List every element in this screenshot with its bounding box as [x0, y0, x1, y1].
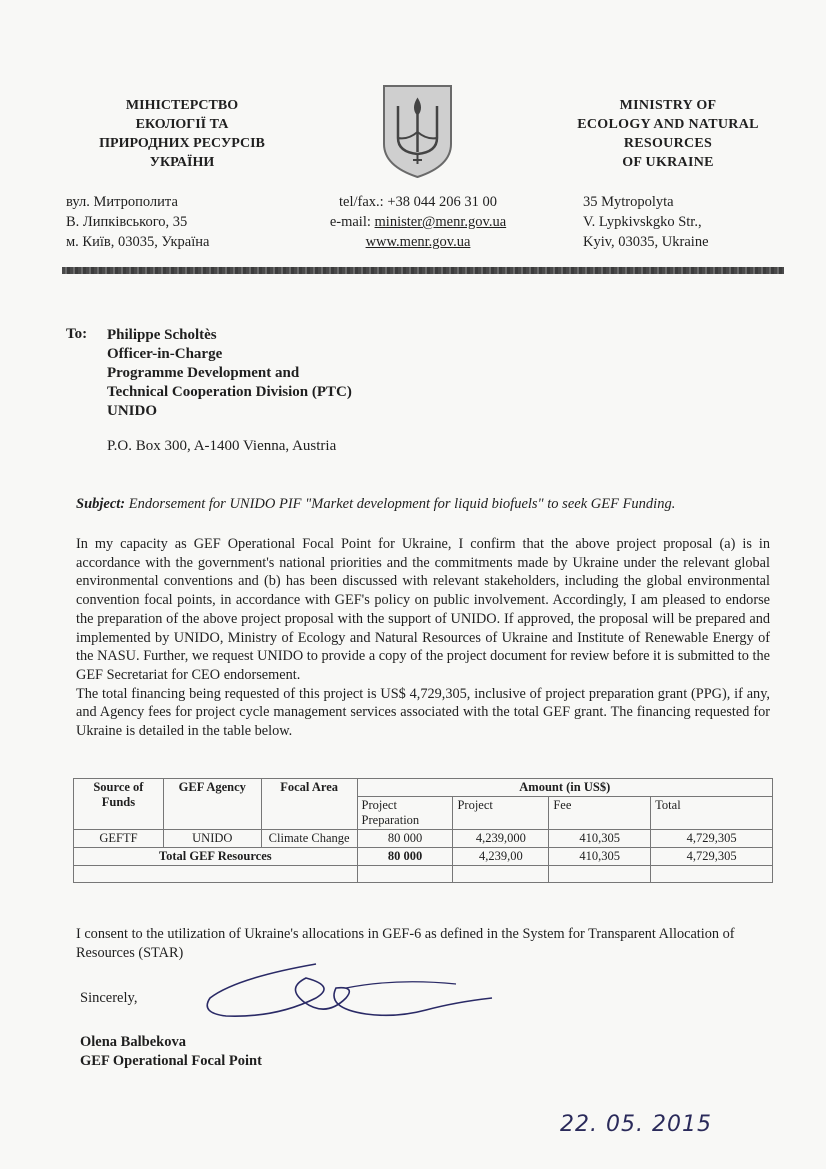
address-english: 35 Mytropolyta V. Lypkivskgko Str., Kyiv, 03035, Ukraine: [583, 194, 709, 250]
email-link[interactable]: minister@menr.gov.ua: [374, 214, 507, 230]
total-project: 4,239,00: [453, 848, 549, 866]
signer-title: GEF Operational Focal Point: [80, 1053, 262, 1069]
letter-body: [76, 535, 770, 741]
subject-label: Subject:: [76, 496, 126, 512]
body-paragraph-2: The total financing being requested of this project is US$ 4,729,305, inclusive of project preparation grant (PPG), if any, and Agency fees for project cycle management services associated with the total GEF grant. The financing requested for Ukraine is detailed in the table below.: [76, 685, 770, 740]
cell-fee: 410,305: [549, 830, 651, 848]
email-line: e-mail: minister@menr.gov.ua: [329, 214, 507, 230]
total-prep: 80 000: [357, 848, 453, 866]
to-label: To:: [66, 326, 88, 342]
sincerely: Sincerely,: [80, 990, 138, 1006]
cell-focal-area: Climate Change: [261, 830, 357, 848]
signatory: [80, 1033, 262, 1071]
total-total: 4,729,305: [651, 848, 773, 866]
subject-text: Endorsement for UNIDO PIF "Market development for liquid biofuels" to seek GEF Funding.: [125, 496, 676, 512]
header-focal-area: Focal Area: [261, 779, 357, 830]
header-project-preparation: Project Preparation: [357, 797, 453, 830]
header-source: Source of Funds: [74, 779, 164, 830]
table-empty-row: [74, 866, 773, 883]
total-fee: 410,305: [549, 848, 651, 866]
header-total: Total: [651, 797, 773, 830]
financing-table: [73, 778, 773, 883]
header-project: Project: [453, 797, 549, 830]
cell-source: GEFTF: [74, 830, 164, 848]
header-amount: Amount (in US$): [357, 779, 772, 797]
cell-total: 4,729,305: [651, 830, 773, 848]
trident-emblem-icon: [380, 82, 455, 180]
signature-icon: [196, 958, 496, 1028]
header-fee: Fee: [549, 797, 651, 830]
header-agency: GEF Agency: [163, 779, 261, 830]
body-paragraph-1: In my capacity as GEF Operational Focal Point for Ukraine, I confirm that the above project proposal (a) is in accordance with the government's national priorities and the commitments made by Ukraine under the relevant global environmental conventions and (b) has been discussed with relevant stakeholders, including the global environmental convention focal points, in accordance with GEF's policy on public involvement. Accordingly, I am pleased to endorse the preparation of the above project proposal with the support of UNIDO. If approved, the proposal will be prepared and implemented by UNIDO, Ministry of Ecology and Natural Resources of Ukraine and Institute of Renewable Energy of the NASU. Further, we request UNIDO to provide a copy of the project document for review before it is submitted to the GEF Secretariat for CEO endorsement.: [76, 536, 770, 683]
ministry-name-ukrainian: МІНІСТЕРСТВО ЕКОЛОГІЇ ТА ПРИРОДНИХ РЕСУРСІВ УКРАЇНИ: [99, 98, 265, 170]
cell-prep: 80 000: [357, 830, 453, 848]
telfax: tel/fax.: +38 044 206 31 00: [339, 194, 497, 210]
recipient-block: Philippe Scholtès Officer-in-Charge Programme Development and Technical Cooperation Division (PTC) UNIDO: [107, 327, 352, 419]
ministry-name-english: MINISTRY OF ECOLOGY AND NATURAL RESOURCES OF UKRAINE: [577, 98, 759, 170]
header-divider: [62, 267, 784, 274]
signer-name: Olena Balbekova: [80, 1034, 186, 1050]
website-link[interactable]: www.menr.gov.ua: [365, 234, 471, 250]
recipient-address: P.O. Box 300, A-1400 Vienna, Austria: [107, 438, 337, 454]
cell-project: 4,239,000: [453, 830, 549, 848]
contact-info: [298, 192, 538, 252]
total-label: Total GEF Resources: [74, 848, 358, 866]
consent-text: I consent to the utilization of Ukraine's allocations in GEF-6 as defined in the System for Transparent Allocation of Resources (STAR): [76, 926, 735, 961]
handwritten-date: 22. 05. 2015: [560, 1112, 712, 1137]
subject-line: [76, 496, 776, 513]
cell-agency: UNIDO: [163, 830, 261, 848]
table-header-row: [74, 779, 773, 797]
table-total-row: [74, 848, 773, 866]
table-row: [74, 830, 773, 848]
address-ukrainian: вул. Митрополита В. Липківського, 35 м. Київ, 03035, Україна: [66, 194, 210, 250]
